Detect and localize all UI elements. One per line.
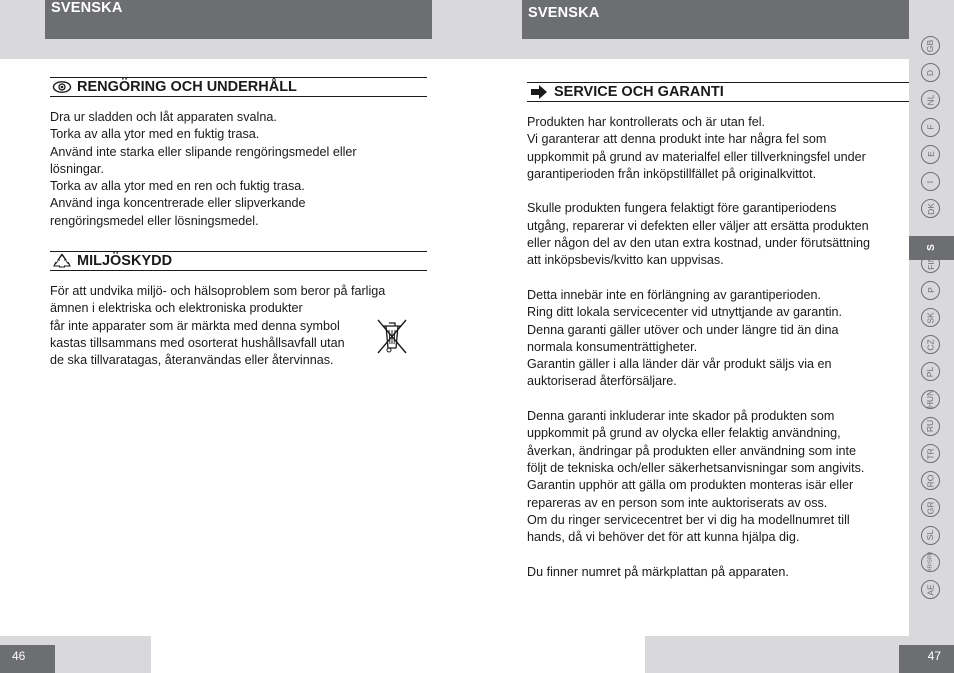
text-line: Dra ur sladden och låt apparaten svalna. <box>50 110 277 124</box>
sidebar-language-label: P <box>925 287 936 294</box>
text-line: får inte apparater som är märkta med denna symbol <box>50 318 340 333</box>
sidebar-language-label: D <box>925 69 936 76</box>
language-header-right: SVENSKA <box>522 0 909 39</box>
sidebar-language-label: RU <box>925 420 936 433</box>
text-line: de ska tillvaratagas, återanvändas eller återvinnas. <box>50 353 334 368</box>
cleaning-text <box>50 109 428 230</box>
sidebar-language-label: TR <box>925 447 936 460</box>
sidebar-language-e[interactable] <box>921 145 940 164</box>
text-line: kastas tillsammans med osorterat hushållsavfall utan <box>50 335 345 350</box>
text-line: lösningar. <box>50 161 104 176</box>
text-line: Produkten har kontrollerats och är utan fel. <box>527 115 766 129</box>
footer-band-right <box>645 636 909 673</box>
sidebar-language-fin[interactable] <box>921 254 940 273</box>
sidebar-language-p[interactable] <box>921 281 940 300</box>
page-number-left: 46 <box>0 645 55 673</box>
text-line: utgång, reparerar vi defekten eller väljer att ersätta produkten <box>527 218 869 233</box>
text-line: Du finner numret på märkplattan på apparaten. <box>527 564 789 579</box>
language-header-left: SVENSKA <box>45 0 432 39</box>
sidebar-language-tr[interactable] <box>921 444 940 463</box>
text-line: rengöringsmedel eller lösningsmedel. <box>50 213 259 228</box>
sidebar-language-label: SL <box>925 529 936 541</box>
sidebar-language-gb[interactable] <box>921 36 940 55</box>
text-line: Torka av alla ytor med en fuktig trasa. <box>50 127 260 142</box>
sidebar-language-label: I <box>925 180 936 183</box>
text-line: ämnen i elektriska och elektroniska produkter <box>50 301 303 316</box>
text-line: Använd inte starka eller slipande rengöringsmedel eller <box>50 144 357 159</box>
sidebar-language-sk[interactable] <box>921 308 940 327</box>
sidebar-language-hr-srb[interactable] <box>921 553 940 572</box>
sidebar-language-ru[interactable] <box>921 417 940 436</box>
section-heading-environment <box>50 251 427 271</box>
text-line: uppkommit på grund av olycka eller felaktig användning, <box>527 426 841 441</box>
sidebar-language-label: SK <box>925 311 936 324</box>
text-line: garantiperioden från inköpstillfället på originalkvittot. <box>527 166 817 181</box>
section-heading-cleaning <box>50 77 427 97</box>
sidebar-language-label: DK <box>925 202 936 215</box>
sidebar-language-label: GB <box>925 39 936 52</box>
recycle-icon <box>52 252 72 270</box>
arrow-right-icon <box>529 83 549 101</box>
sidebar-language-label: S <box>925 244 937 251</box>
section-title-environment: MILJÖSKYDD <box>77 253 173 269</box>
text-line: Garantin upphör att gälla om produkten monteras isär eller <box>527 478 854 493</box>
sidebar-language-label: CZ <box>925 339 936 351</box>
sidebar-language-ae[interactable] <box>921 580 940 599</box>
sidebar-language-label: F <box>925 124 936 130</box>
sidebar-language-i[interactable] <box>921 172 940 191</box>
text-line: uppkommit på grund av materialfel eller tillverkningsfel under <box>527 149 866 164</box>
sidebar-language-label: RO <box>925 474 936 488</box>
sidebar-language-label: AE <box>925 583 936 596</box>
text-line: Ring ditt lokala servicecenter vid utnyttjande av garantin. <box>527 305 843 320</box>
text-line: normala konsumenträttigheter. <box>527 339 698 354</box>
sidebar-language-label: FIN <box>925 256 936 270</box>
text-line: Använd inga koncentrerade eller slipverkande <box>50 196 306 211</box>
text-line: att inköpsbevis/kvitto kan uppvisas. <box>527 253 724 268</box>
text-line: repareras av en person som inte auktoriserats av oss. <box>527 495 828 510</box>
section-title-service: SERVICE OCH GARANTI <box>554 84 724 100</box>
sidebar-language-f[interactable] <box>921 118 940 137</box>
text-line: Om du ringer servicecentret ber vi dig ha modellnumret till <box>527 512 850 527</box>
sidebar-language-label: E <box>925 151 936 158</box>
sidebar-language-label: PL <box>925 366 936 378</box>
text-line: auktoriserad återförsäljare. <box>527 374 677 389</box>
sidebar-language-label: GR <box>925 501 936 515</box>
page-number-right: 47 <box>899 645 954 673</box>
eye-icon <box>52 78 72 96</box>
text-line: Skulle produkten fungera felaktigt före garantiperiodens <box>527 201 837 216</box>
text-line: följt de tekniska och/eller säkerhetsanvisningar som angivits. <box>527 460 865 475</box>
sidebar-language-label: HUN <box>925 389 936 409</box>
sidebar-language-label: HR/SRB <box>927 551 934 573</box>
section-title-cleaning: RENGÖRING OCH UNDERHÅLL <box>77 79 297 95</box>
section-heading-service <box>527 82 909 102</box>
environment-text <box>50 283 428 369</box>
crossed-bin-icon <box>374 317 410 355</box>
sidebar-language-sl[interactable] <box>921 526 940 545</box>
service-text <box>527 114 905 581</box>
text-line: För att undvika miljö- och hälsoproblem som beror på farliga <box>50 284 386 298</box>
text-line: Detta innebär inte en förlängning av garantiperioden. <box>527 287 822 302</box>
text-line: Vi garanterar att denna produkt inte har några fel som <box>527 132 827 147</box>
sidebar-language-label: NL <box>925 94 936 106</box>
text-line: hands, då vi behöver det för att kunna hjälpa dig. <box>527 530 800 545</box>
text-line: eller någon del av den utan extra kostnad, under förutsättning <box>527 236 871 251</box>
text-line: Denna garanti gäller utöver och under längre tid än dina <box>527 322 839 337</box>
sidebar-language-hun[interactable] <box>921 390 940 409</box>
text-line: åverkan, ändringar på produkten eller användning som inte <box>527 443 857 458</box>
text-line: Garantin gäller i alla länder där vår produkt säljs via en <box>527 357 832 372</box>
text-line: Torka av alla ytor med en ren och fuktig trasa. <box>50 179 305 194</box>
text-line: Denna garanti inkluderar inte skador på produkten som <box>527 409 835 424</box>
